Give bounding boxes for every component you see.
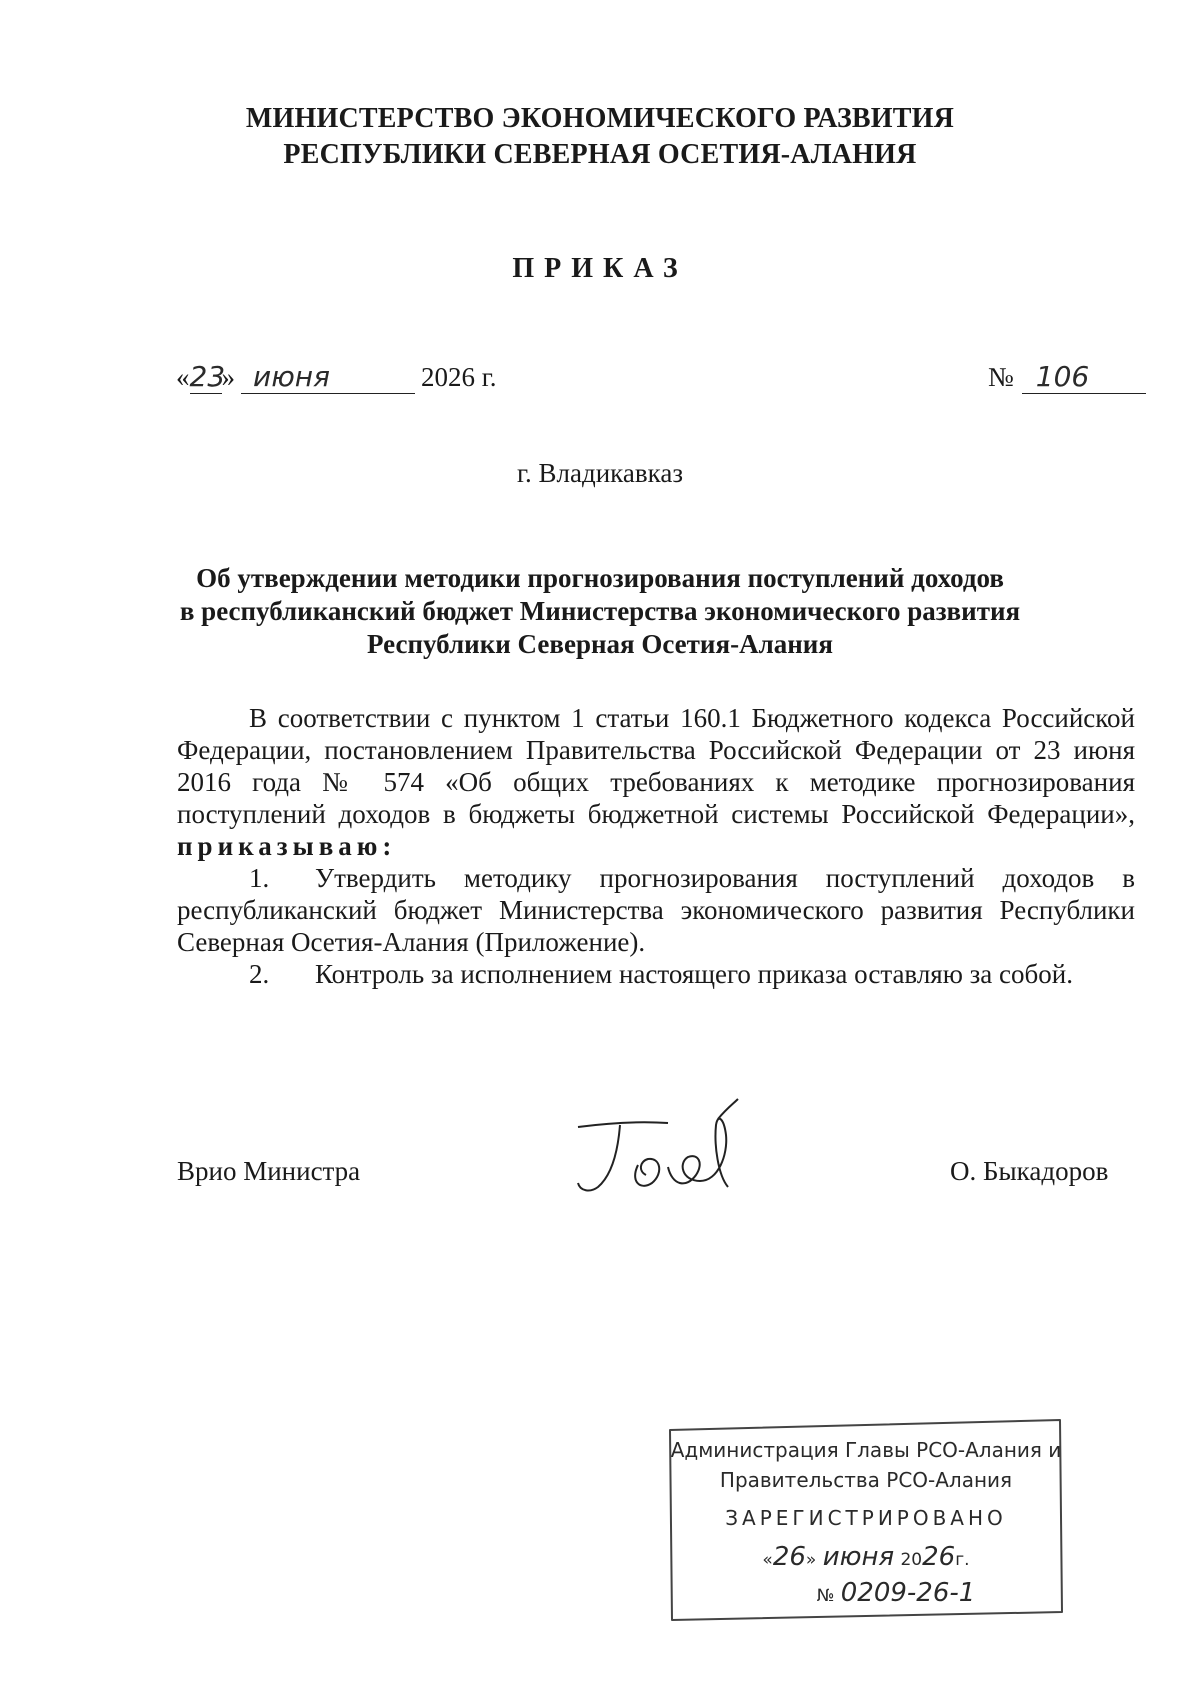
stamp-number-sign: №	[816, 1586, 835, 1606]
date-close-quote: »	[221, 362, 235, 392]
registration-stamp	[664, 1416, 1068, 1624]
list-item	[177, 862, 1135, 958]
item-number: 2.	[249, 959, 270, 989]
stamp-number	[664, 1578, 1068, 1608]
stamp-date: «26» июня 2026г.	[762, 1542, 970, 1572]
stamp-reg-number-handwritten: 0209-26-1	[840, 1578, 976, 1608]
stamp-month-handwritten: июня	[822, 1542, 895, 1572]
signatory-title: Врио Министра	[177, 1156, 361, 1186]
subject-line3: Республики Северная Осетия-Алания	[367, 629, 833, 659]
order-word: приказываю:	[177, 831, 397, 861]
stamp-year-prefix: 20	[900, 1550, 923, 1570]
list-item	[177, 958, 1135, 990]
stamp-day-handwritten: 26	[772, 1542, 806, 1572]
preamble-paragraph	[177, 702, 1135, 862]
stamp-line2: Правительства РСО-Алания	[719, 1468, 1013, 1492]
handwritten-signature	[568, 1095, 788, 1210]
date-open-quote: «	[176, 362, 190, 392]
ministry-name-line2: РЕСПУБЛИКИ СЕВЕРНАЯ ОСЕТИЯ-АЛАНИЯ	[283, 139, 917, 170]
stamp-registered-label: ЗАРЕГИСТРИРОВАНО	[725, 1506, 1007, 1530]
number-sign: №	[988, 362, 1014, 392]
subject-line2: в республиканский бюджет Министерства экономического развития	[179, 596, 1021, 626]
city-line: г. Владикавказ	[517, 458, 683, 488]
date-month-handwritten: июня	[241, 360, 415, 394]
stamp-year-unit: г.	[955, 1550, 970, 1570]
date-year: 2026 г.	[421, 362, 497, 392]
date-day-handwritten: 23	[189, 360, 226, 393]
item-text: Контроль за исполнением настоящего приказа оставляю за собой.	[315, 959, 1073, 989]
document-type-title: ПРИКАЗ	[512, 253, 688, 284]
item-text: Утвердить методику прогнозирования поступлений доходов в республиканский бюджет Министерства экономического развития Республики Северная Осетия-Алания (Приложение).	[177, 863, 1135, 957]
signatory-name: О. Быкадоров	[950, 1156, 1109, 1186]
preamble-text: В соответствии с пунктом 1 статьи 160.1 Бюджетного кодекса Российской Федерации, постановлением Правительства Российской Федерации от 23 июня 2016 года № 574 «Об общих требованиях к методике прогнозирования поступлений доходов в бюджеты бюджетной системы Российской Федерации»,	[177, 703, 1135, 829]
order-subject	[150, 562, 1050, 661]
subject-line1: Об утверждении методики прогнозирования поступлений доходов	[196, 563, 1004, 593]
order-body	[177, 702, 1135, 990]
order-number	[988, 360, 1146, 394]
item-number: 1.	[249, 863, 270, 893]
stamp-line1: Администрация Главы РСО-Алания и	[670, 1438, 1062, 1462]
ministry-name-line1: МИНИСТЕРСТВО ЭКОНОМИЧЕСКОГО РАЗВИТИЯ	[245, 103, 955, 134]
stamp-year-handwritten: 26	[922, 1542, 956, 1572]
order-number-handwritten: 106	[1022, 360, 1146, 394]
order-date	[176, 360, 497, 394]
